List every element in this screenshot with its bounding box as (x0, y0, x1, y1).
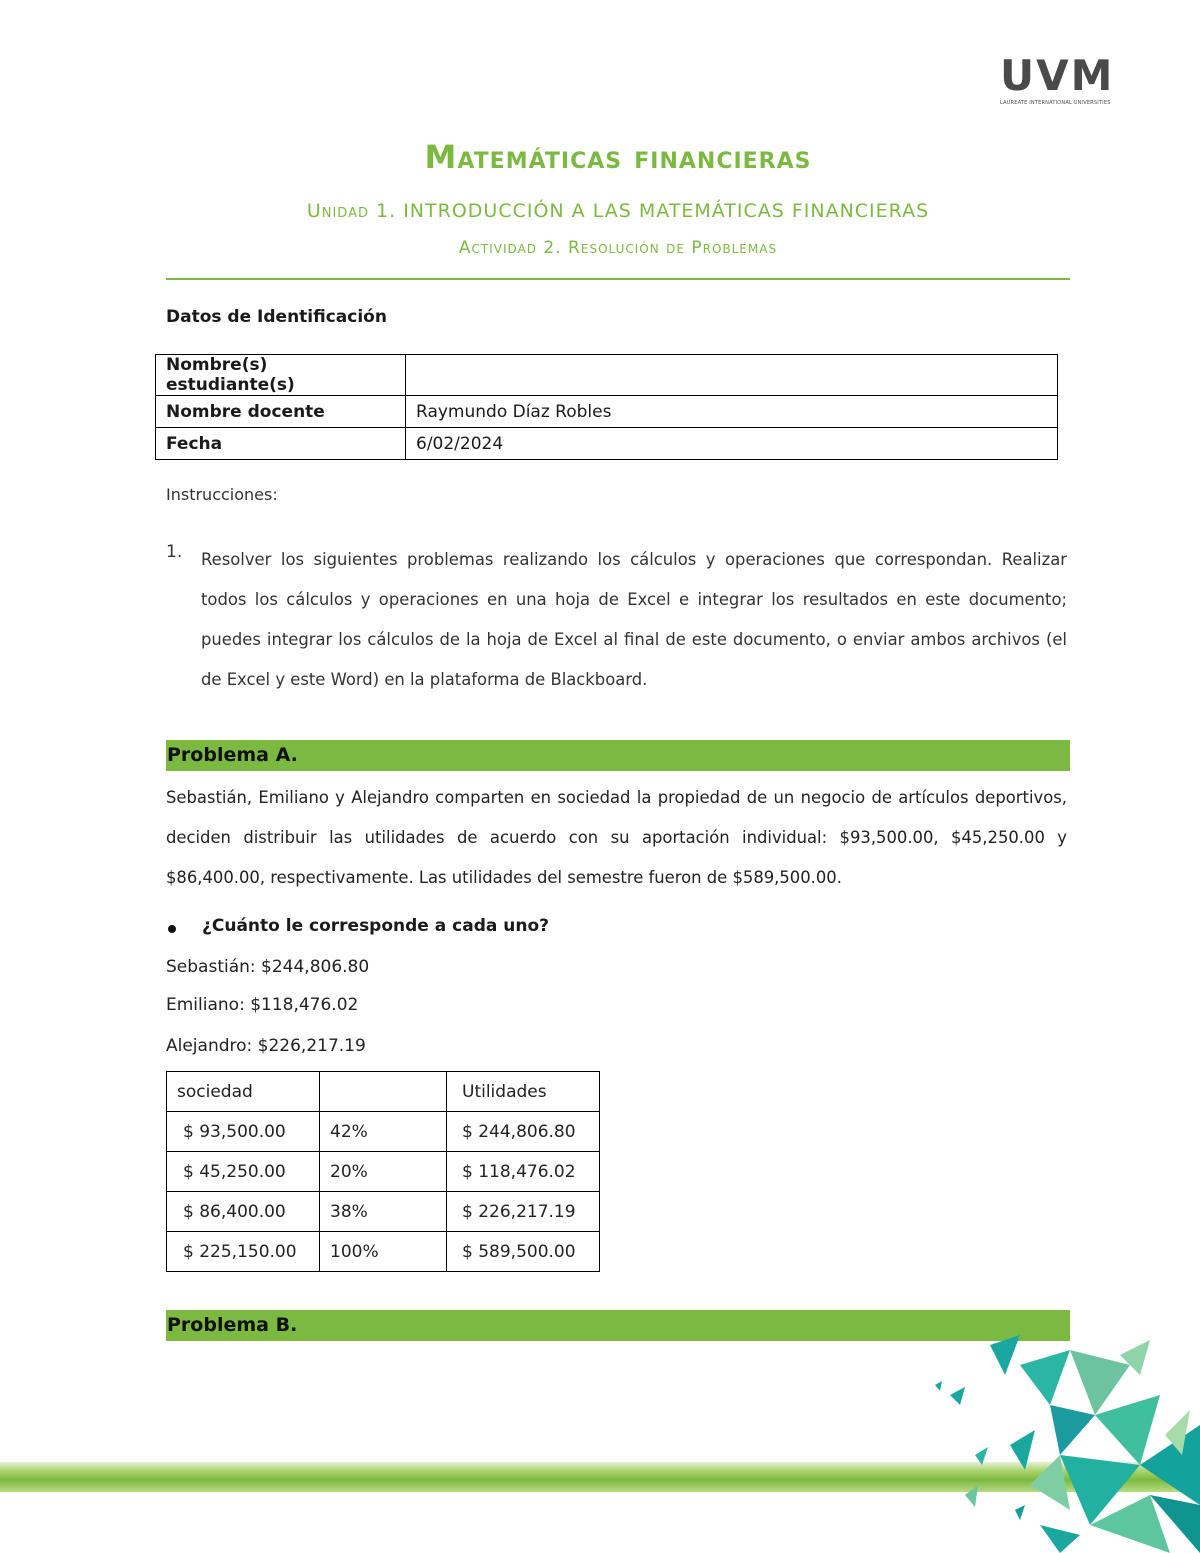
instruction-text: Resolver los siguientes problemas realizando los cálculos y operaciones que correspondan. Realizar todos los cálculos y operaciones en una hoja de Excel e integrar los resultados en este documento; puedes integrar los cálculos de la hoja de Excel al final de este documento, o enviar ambos archivos (el de Excel y este Word) en la plataforma de Blackboard. (201, 550, 1067, 689)
geometric-decoration-icon (920, 1335, 1200, 1553)
table-row (156, 428, 1058, 460)
table-cell: 20% (320, 1152, 447, 1192)
identification-label: Fecha (156, 428, 406, 460)
problem-a-heading: Problema A. (167, 744, 298, 766)
table-cell: 38% (320, 1192, 447, 1232)
identification-table (155, 354, 1058, 460)
unit-subtitle: Unidad 1. INTRODUCCIÓN A LAS MATEMÁTICAS FINANCIERAS (306, 200, 930, 222)
logo-text: UVM (1000, 51, 1115, 100)
table-cell: $ 244,806.80 (447, 1112, 600, 1152)
column-header (320, 1072, 447, 1112)
table-header-row (167, 1072, 600, 1112)
table-cell: $ 589,500.00 (447, 1232, 600, 1272)
table-cell: $ 86,400.00 (167, 1192, 320, 1232)
table-cell: $ 118,476.02 (447, 1152, 600, 1192)
identification-label: Nombre docente (156, 396, 406, 428)
table-cell: 42% (320, 1112, 447, 1152)
logo-subtext: LAUREATE INTERNATIONAL UNIVERSITIES (1000, 100, 1111, 106)
list-item-number: 1. (166, 542, 183, 562)
uvm-logo (1000, 51, 1120, 108)
table-row (156, 355, 1058, 396)
column-header: Utilidades (447, 1072, 600, 1112)
problem-a-header (166, 740, 1070, 771)
identification-value[interactable]: Raymundo Díaz Robles (406, 396, 1058, 428)
identification-heading: Datos de Identificación (166, 307, 387, 327)
table-cell: 100% (320, 1232, 447, 1272)
answer-sebastian: Sebastián: $244,806.80 (166, 957, 370, 977)
problem-a-question: ¿Cuánto le corresponde a cada uno? (202, 916, 549, 936)
table-cell: $ 226,217.19 (447, 1192, 600, 1232)
table-row (156, 396, 1058, 428)
utilities-table (166, 1071, 600, 1272)
table-row (167, 1152, 600, 1192)
identification-value[interactable]: 6/02/2024 (406, 428, 1058, 460)
identification-label: Nombre(s) estudiante(s) (156, 355, 406, 396)
answer-alejandro: Alejandro: $226,217.19 (166, 1036, 366, 1056)
identification-value[interactable] (406, 355, 1058, 396)
table-row (167, 1232, 600, 1272)
bullet-icon (168, 925, 176, 933)
header-divider (166, 278, 1070, 280)
table-cell: $ 45,250.00 (167, 1152, 320, 1192)
activity-subtitle: Actividad 2. Resolución de Problemas (458, 238, 778, 258)
table-cell: $ 93,500.00 (167, 1112, 320, 1152)
table-row (167, 1112, 600, 1152)
table-cell: $ 225,150.00 (167, 1232, 320, 1272)
answer-emiliano: Emiliano: $118,476.02 (166, 995, 359, 1015)
instructions-label: Instrucciones: (166, 485, 278, 504)
problem-b-heading: Problema B. (167, 1314, 298, 1336)
problem-a-text: Sebastián, Emiliano y Alejandro comparten en sociedad la propiedad de un negocio de artículos deportivos, deciden distribuir las utilidades de acuerdo con su aportación individual: $93,500.00, $45,250.00 y $86,400.00, respectivamente. Las utilidades del semestre fueron de $589,500.00. (166, 788, 1067, 887)
table-row (167, 1192, 600, 1232)
document-title: Matemáticas financieras (424, 138, 812, 176)
column-header: sociedad (167, 1072, 320, 1112)
